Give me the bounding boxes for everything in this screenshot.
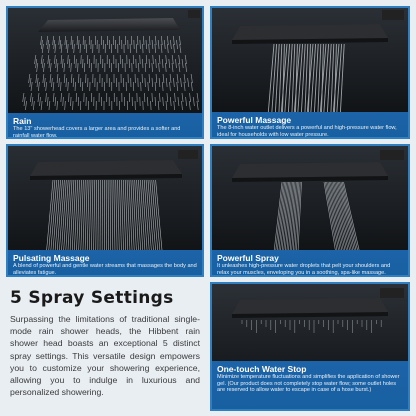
caption-description: The 8-inch water outlet delivers a powerful and high-pressure water flow, ideal for households with low water pressure. — [217, 125, 397, 138]
caption-description: It unleashes high-pressure water droplets that pelt your shoulders and relax your muscles, enveloping you in a soothing, spa-like massage. — [217, 263, 391, 276]
caption-rain — [8, 113, 202, 137]
caption-title: Powerful Spray — [217, 253, 279, 263]
panel-powerful-massage — [210, 6, 410, 139]
caption-title: Rain — [13, 116, 32, 126]
caption-title: One-touch Water Stop — [217, 364, 307, 374]
caption-title: Powerful Massage — [217, 115, 292, 125]
caption-description: A blend of powerful and gentle water streams that massages the body and alleviates fatigue. — [13, 263, 197, 276]
caption-description: Minimize temperature fluctuations and simplifies the application of shower gel. (Our product does not completely stop water flow; some outlet holes are reserved to allow water to escape in case of a hose burst.) — [217, 374, 400, 394]
panel-pulsating-massage — [6, 144, 204, 277]
caption-powerful-massage — [212, 112, 408, 137]
caption-powerful-spray — [212, 250, 408, 275]
panel-powerful-spray — [210, 144, 410, 277]
caption-water-stop — [212, 361, 408, 409]
page-title: 5 Spray Settings — [10, 288, 174, 308]
panel-rain — [6, 6, 204, 139]
caption-title: Pulsating Massage — [13, 253, 90, 263]
caption-pulsating-massage — [8, 250, 202, 275]
panel-water-stop — [210, 282, 410, 411]
description-paragraph: Surpassing the limitations of traditional single-mode rain shower heads, the Hibbent rain shower head boasts an exceptional 5 distinct spray settings. This versatile design empowers you to customize your showering experience, allowing you to indulge in luxurious and personalized showering. — [10, 314, 200, 398]
caption-description: The 13" showerhead covers a larger area and provides a softer and rainfall water flow. — [13, 126, 181, 139]
